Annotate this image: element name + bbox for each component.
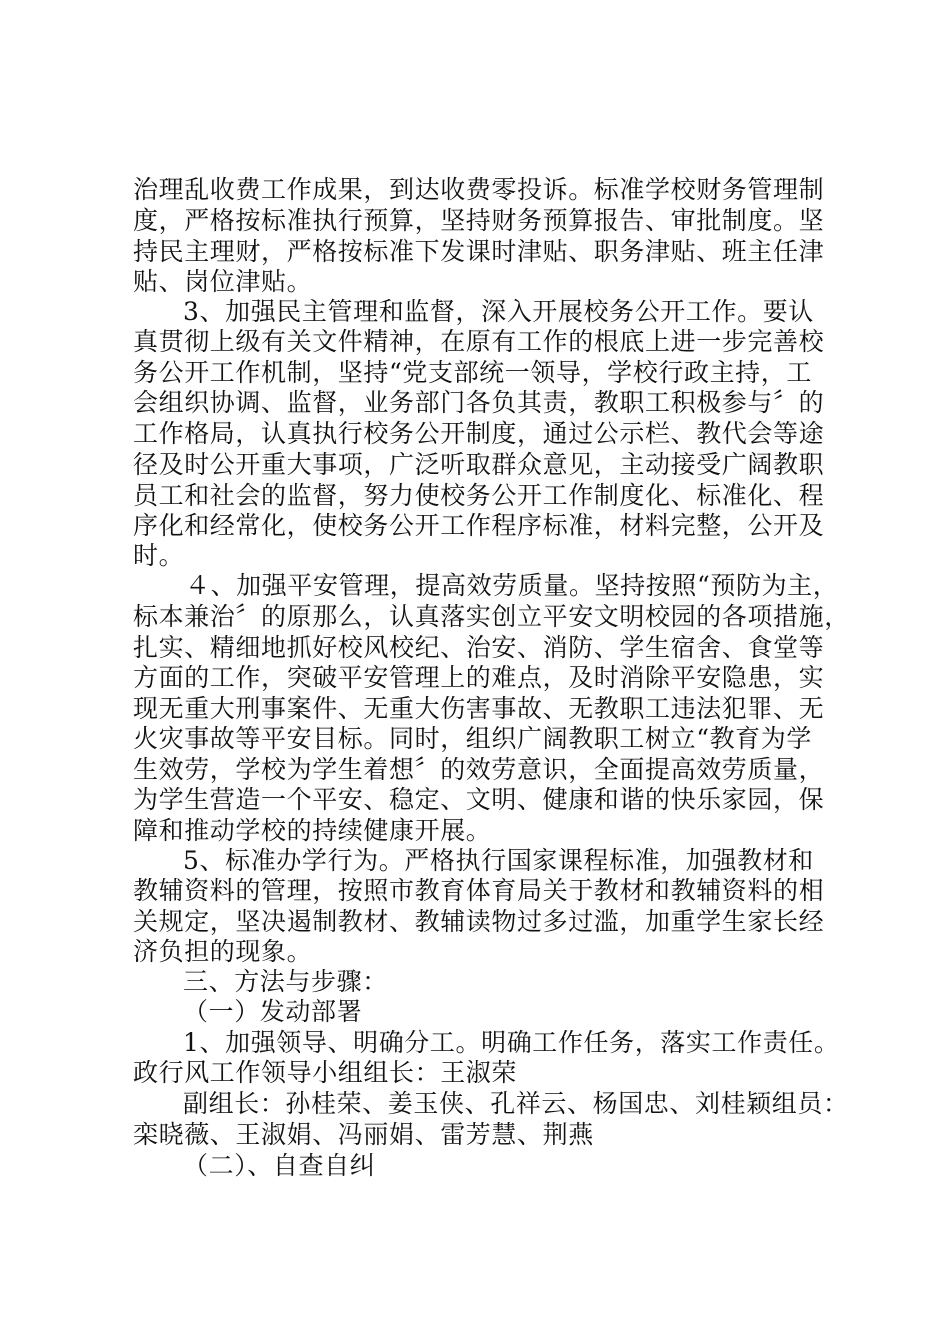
text-line: 贴、岗位津贴。 (133, 267, 313, 296)
text-line: 障和推动学校的持续健康开展。 (133, 816, 492, 845)
text-line: 员工和社会的监督，努力使校务公开工作制度化、标准化、程 (133, 481, 825, 510)
text-line: ４、加强平安管理，提高效劳质量。坚持按照“预防为主， (185, 571, 839, 600)
text-line: 5、标准办学行为。严格执行国家课程标准，加强教材和 (183, 846, 814, 875)
text-line: 济负担的现象。 (133, 937, 313, 966)
text-line: 扎实、精细地抓好校风校纪、治安、消防、学生宿舍、食堂等 (133, 633, 825, 662)
text-line: 务公开工作机制，坚持“党支部统一领导，学校行政主持，工 (133, 358, 812, 387)
text-line: 副组长：孙桂荣、姜玉侠、孔祥云、杨国忠、刘桂颖组员： (183, 1089, 849, 1118)
text-line: 工作格局，认真执行校务公开制度，通过公示栏、教代会等途 (133, 419, 825, 448)
text-line: 时。 (133, 541, 185, 570)
text-line: 标本兼治〞的原那么，认真落实创立平安文明校园的各项措施， (133, 602, 850, 631)
text-line: 1、加强领导、明确分工。明确工作任务，落实工作责任。 (183, 1028, 840, 1057)
subsection-heading: （一）发动部署 (183, 997, 363, 1026)
text-line: 径及时公开重大事项，广泛听取群众意见，主动接受广阔教职 (133, 450, 825, 479)
text-line: 为学生营造一个平安、稳定、文明、健康和谐的快乐家园，保 (133, 785, 825, 814)
text-line: 政行风工作领导小组组长：王淑荣 (133, 1058, 518, 1087)
text-line: 序化和经常化，使校务公开工作程序标准，材料完整，公开及 (133, 511, 825, 540)
text-line: 3、加强民主管理和监督，深入开展校务公开工作。要认 (183, 297, 814, 326)
text-line: 持民主理财，严格按标准下发课时津贴、职务津贴、班主任津 (133, 237, 825, 266)
text-line: 现无重大刑事案件、无重大伤害事故、无教职工违法犯罪、无 (133, 694, 825, 723)
text-line: 治理乱收费工作成果，到达收费零投诉。标准学校财务管理制 (133, 175, 825, 204)
section-heading: 三、方法与步骤： (183, 967, 388, 996)
text-line: 真贯彻上级有关文件精神，在原有工作的根底上进一步完善校 (133, 327, 825, 356)
text-line: 度，严格按标准执行预算，坚持财务预算报告、审批制度。坚 (133, 206, 825, 235)
text-line: 教辅资料的管理，按照市教育体育局关于教材和教辅资料的相 (133, 876, 825, 905)
text-line: 关规定，坚决遏制教材、教辅读物过多过滥，加重学生家长经 (133, 907, 825, 936)
text-line: 会组织协调、监督，业务部门各负其责，教职工积极参与〞的 (133, 388, 825, 417)
text-line: 栾晓薇、王淑娟、冯丽娟、雷芳慧、荆燕 (133, 1120, 594, 1149)
text-line: 方面的工作，突破平安管理上的难点，及时消除平安隐患，实 (133, 663, 825, 692)
text-line: 生效劳，学校为学生着想〞的效劳意识，全面提高效劳质量， (133, 755, 825, 784)
text-line: 火灾事故等平安目标。同时，组织广阔教职工树立“教育为学 (133, 724, 812, 753)
subsection-heading: （二）、自查自纠 (183, 1151, 376, 1180)
